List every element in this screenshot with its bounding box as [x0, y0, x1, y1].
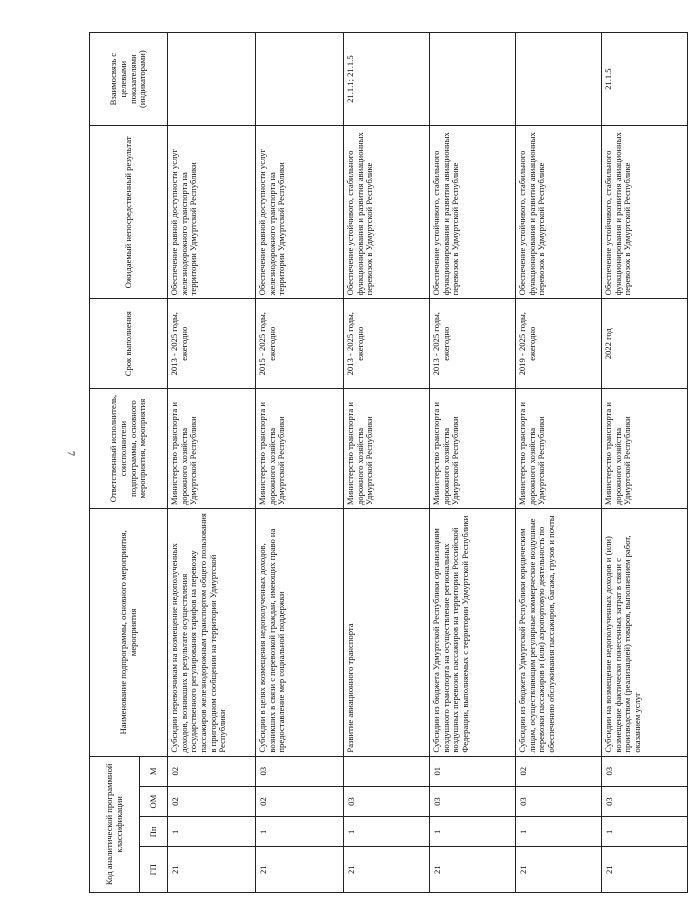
header-gp: ГП [140, 847, 168, 893]
cell-om: 03 [430, 786, 516, 816]
cell-executor: Министерство транспорта и дорожного хозяйства Удмуртской Республики [168, 389, 256, 509]
cell-name: Субсидии из бюджета Удмуртской Республики организациям воздушного транспорта на осуществление региональных воздушных перевозок пассажиров на территории Российской Федерации, выполняемых с территории Удмуртской Республики [430, 509, 516, 757]
cell-om: 03 [516, 786, 602, 816]
header-name: Наименование подпрограммы, основного мероприятия, мероприятия [90, 509, 168, 757]
program-table [89, 32, 688, 893]
table-row [168, 32, 256, 892]
table-row [256, 32, 344, 892]
cell-name: Субсидии перевозчикам на возмещение недополученных доходов, возникших в результате осуществления государственного регулирования тарифов на перевозку пассажиров железнодорожным транспортом общего пользования в пригородном сообщении на территории Удмуртской Республики [168, 509, 256, 757]
cell-term: 2013 - 2025 годы, ежегодно [168, 299, 256, 389]
cell-gp: 21 [168, 847, 256, 893]
cell-m [344, 756, 430, 786]
header-result: Ожидаемый непосредственный результат [90, 126, 168, 299]
cell-m: 02 [168, 756, 256, 786]
cell-link [168, 32, 256, 126]
cell-link [430, 32, 516, 126]
cell-link: 21.1.1; 21.1.5 [344, 32, 430, 126]
cell-term: 2013 - 2025 годы, ежегодно [344, 299, 430, 389]
table-row [516, 32, 602, 892]
cell-pp: 1 [516, 817, 602, 847]
cell-name: Субсидии в целях возмещения недополученных доходов, возникших в связи с перевозкой граждан, имеющих право на предоставление мер социальной поддержки [256, 509, 344, 757]
cell-name: Развитие авиационного транспорта [344, 509, 430, 757]
cell-link [256, 32, 344, 126]
cell-executor: Министерство транспорта и дорожного хозяйства Удмуртской Республики [602, 389, 688, 509]
table-row [430, 32, 516, 892]
cell-link: 21.1.5 [602, 32, 688, 126]
cell-result: Обеспечение равной доступности услуг железнодорожного транспорта на территории Удмуртской Республики [168, 126, 256, 299]
header-executor: Ответственный исполнитель, соисполнители подпрограммы, основного мероприятия, мероприятия [90, 389, 168, 509]
cell-name: Субсидии из бюджета Удмуртской Республики юридическим лицам, осуществляющим регулярные коммерческие воздушные перевозки пассажиров и (или) аэропортовую деятельность по обеспечению обслуживания пассажиров, багажа, грузов и почты [516, 509, 602, 757]
table-row [344, 32, 430, 892]
cell-executor: Министерство транспорта и дорожного хозяйства Удмуртской Республики [430, 389, 516, 509]
cell-pp: 1 [602, 817, 688, 847]
header-om: ОМ [140, 786, 168, 816]
cell-gp: 21 [602, 847, 688, 893]
cell-gp: 21 [516, 847, 602, 893]
cell-result: Обеспечение устойчивого, стабильного функционирования и развития авиационных перевозок в Удмуртской Республике [430, 126, 516, 299]
cell-pp: 1 [168, 817, 256, 847]
cell-m: 03 [256, 756, 344, 786]
cell-gp: 21 [430, 847, 516, 893]
cell-name: Субсидии на возмещение недополученных доходов и (или) возмещение фактически понесенных затрат в связи с производством (реализацией) товаров, выполнением работ, оказанием услуг [602, 509, 688, 757]
header-code-group: Код аналитической программной классификации [90, 756, 140, 892]
cell-result: Обеспечение устойчивого, стабильного функционирования и развития авиационных перевозок в Удмуртской Республике [602, 126, 688, 299]
cell-link [516, 32, 602, 126]
cell-term: 2013 - 2025 годы, ежегодно [430, 299, 516, 389]
cell-term: 2022 год [602, 299, 688, 389]
cell-executor: Министерство транспорта и дорожного хозяйства Удмуртской Республики [344, 389, 430, 509]
cell-result: Обеспечение устойчивого, стабильного функционирования и развития авиационных перевозок в Удмуртской Республике [344, 126, 430, 299]
cell-term: 2015 - 2025 годы, ежегодно [256, 299, 344, 389]
cell-m: 01 [430, 756, 516, 786]
cell-om: 02 [256, 786, 344, 816]
header-link: Взаимосвязь с целевыми показателями (индикаторами) [90, 32, 168, 126]
cell-gp: 21 [256, 847, 344, 893]
cell-result: Обеспечение устойчивого, стабильного функционирования и развития авиационных перевозок в Удмуртской Республике [516, 126, 602, 299]
rotated-table-container [89, 33, 642, 893]
header-row-top [90, 32, 140, 892]
cell-pp: 1 [430, 817, 516, 847]
header-pp: Пп [140, 817, 168, 847]
page-number: 7 [64, 451, 76, 456]
cell-result: Обеспечение равной доступности услуг железнодорожного транспорта на территории Удмуртской Республики [256, 126, 344, 299]
header-m: М [140, 756, 168, 786]
header-term: Срок выполнения [90, 299, 168, 389]
table-row [602, 32, 688, 892]
cell-executor: Министерство транспорта и дорожного хозяйства Удмуртской Республики [256, 389, 344, 509]
cell-term: 2019 - 2025 годы, ежегодно [516, 299, 602, 389]
cell-om: 02 [168, 786, 256, 816]
cell-om: 03 [344, 786, 430, 816]
cell-pp: 1 [256, 817, 344, 847]
cell-om: 03 [602, 786, 688, 816]
cell-m: 02 [516, 756, 602, 786]
cell-pp: 1 [344, 817, 430, 847]
cell-executor: Министерство транспорта и дорожного хозяйства Удмуртской Республики [516, 389, 602, 509]
cell-gp: 21 [344, 847, 430, 893]
cell-m: 03 [602, 756, 688, 786]
